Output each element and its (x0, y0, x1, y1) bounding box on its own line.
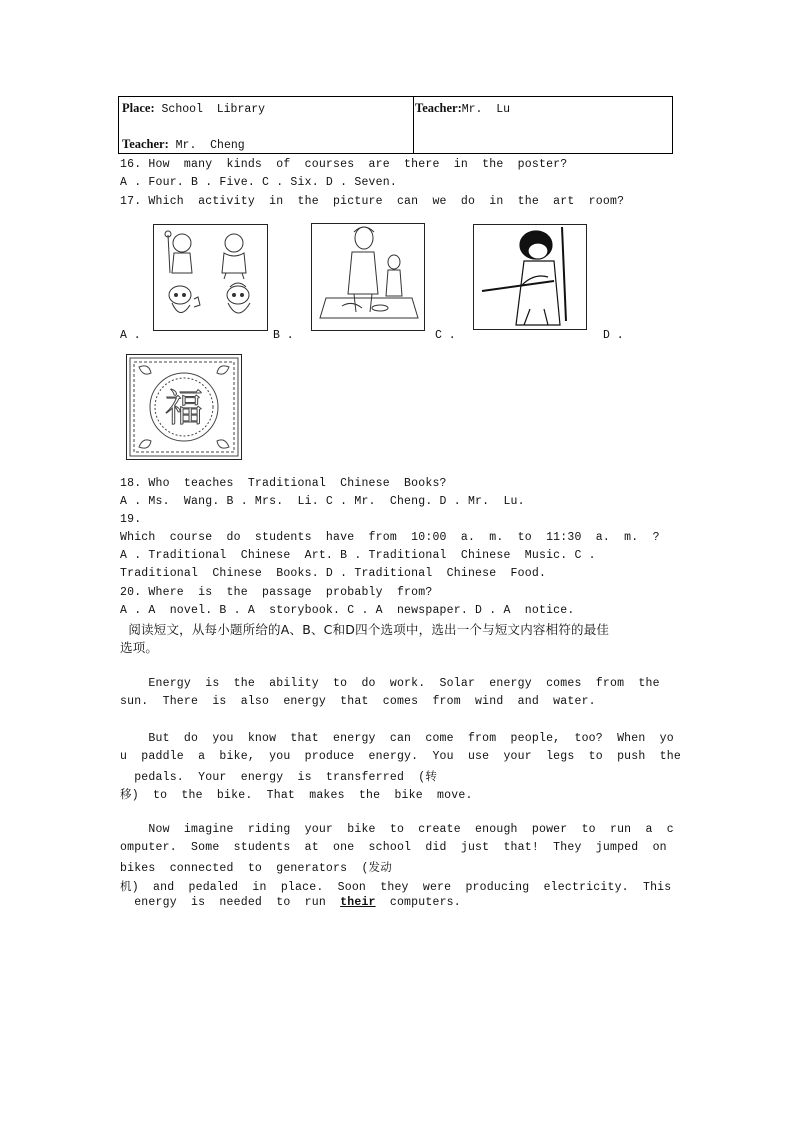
q17-label-c: C . (435, 329, 456, 342)
q16-options: A . Four. B . Five. C . Six. D . Seven. (120, 176, 397, 189)
people-at-table-icon (312, 224, 424, 330)
passage-p1-line1: Energy is the ability to do work. Solar energy comes from the (120, 677, 660, 690)
fu-character: 福 (164, 386, 204, 430)
instructions-line1: 阅读短文，从每小题所给的A、B、C和D四个选项中，选出一个与短文内容相符的最佳 (120, 622, 610, 637)
passage-p3-line5-pre: energy is needed to run (120, 896, 341, 909)
passage-p3-line5-post: computers. (375, 896, 461, 909)
passage-p2-line4: 移) to the bike. That makes the bike move. (120, 789, 473, 802)
option-c-image (473, 224, 587, 330)
place-value: School Library (154, 103, 266, 116)
passage-p3-line1: Now imagine riding your bike to create enough power to run a c (120, 823, 674, 836)
teacher-cell-left (122, 137, 245, 152)
instructions-line2: 选项。 (120, 640, 159, 655)
q16-question: 16. How many kinds of courses are there in the poster? (120, 158, 568, 171)
place-label: Place: (122, 101, 155, 115)
q20-question: 20. Where is the passage probably from? (120, 586, 433, 599)
table-divider (413, 97, 414, 153)
teacher-cell-right (415, 101, 510, 116)
teacher-label-right: Teacher: (415, 101, 462, 115)
q17-question: 17. Which activity in the picture can we do in the art room? (120, 195, 625, 208)
passage-p3-line4: 机) and pedaled in place. Soon they were producing electricity. This (120, 881, 672, 894)
q17-label-d: D . (603, 329, 624, 342)
q19-options-line2: Traditional Chinese Books. D . Traditional Chinese Food. (120, 567, 547, 580)
q18-options: A . Ms. Wang. B . Mrs. Li. C . Mr. Cheng. D . Mr. Lu. (120, 495, 525, 508)
q17-label-b: B . (273, 329, 294, 342)
passage-p2-line3: pedals. Your energy is transferred (转 (120, 771, 438, 784)
q19-number: 19. (120, 513, 142, 526)
q17-label-a: A . (120, 329, 141, 342)
option-b-image (311, 223, 425, 331)
passage-p3-line3: bikes connected to generators (发动 (120, 862, 392, 875)
option-a-image (153, 224, 268, 331)
passage-p3-line5 (120, 896, 461, 909)
paper-cut-fu-icon (127, 355, 241, 459)
place-cell (122, 101, 265, 116)
q20-options: A . A novel. B . A storybook. C . A newspaper. D . A notice. (120, 604, 575, 617)
teacher-value: Mr. Cheng (168, 139, 245, 152)
q18-question: 18. Who teaches Traditional Chinese Books? (120, 477, 447, 490)
passage-p1-line2: sun. There is also energy that comes from wind and water. (120, 695, 596, 708)
q19-options-line1: A . Traditional Chinese Art. B . Traditional Chinese Music. C . (120, 549, 596, 562)
passage-p2-line1: But do you know that energy can come from people, too? When yo (120, 732, 674, 745)
cartoon-characters-icon (154, 225, 267, 330)
erhu-player-icon (474, 225, 586, 329)
teacher-value-right: Mr. Lu (461, 103, 511, 116)
info-table (118, 96, 673, 154)
passage-p2-line2: u paddle a bike, you produce energy. You use your legs to push the (120, 750, 681, 763)
underlined-word-their: their (340, 896, 376, 909)
passage-p3-line2: omputer. Some students at one school did just that! They jumped on (120, 841, 667, 854)
teacher-label: Teacher: (122, 137, 169, 151)
option-d-image (126, 354, 242, 460)
q19-question: Which course do students have from 10:00 a. m. to 11:30 a. m. ? (120, 531, 660, 544)
